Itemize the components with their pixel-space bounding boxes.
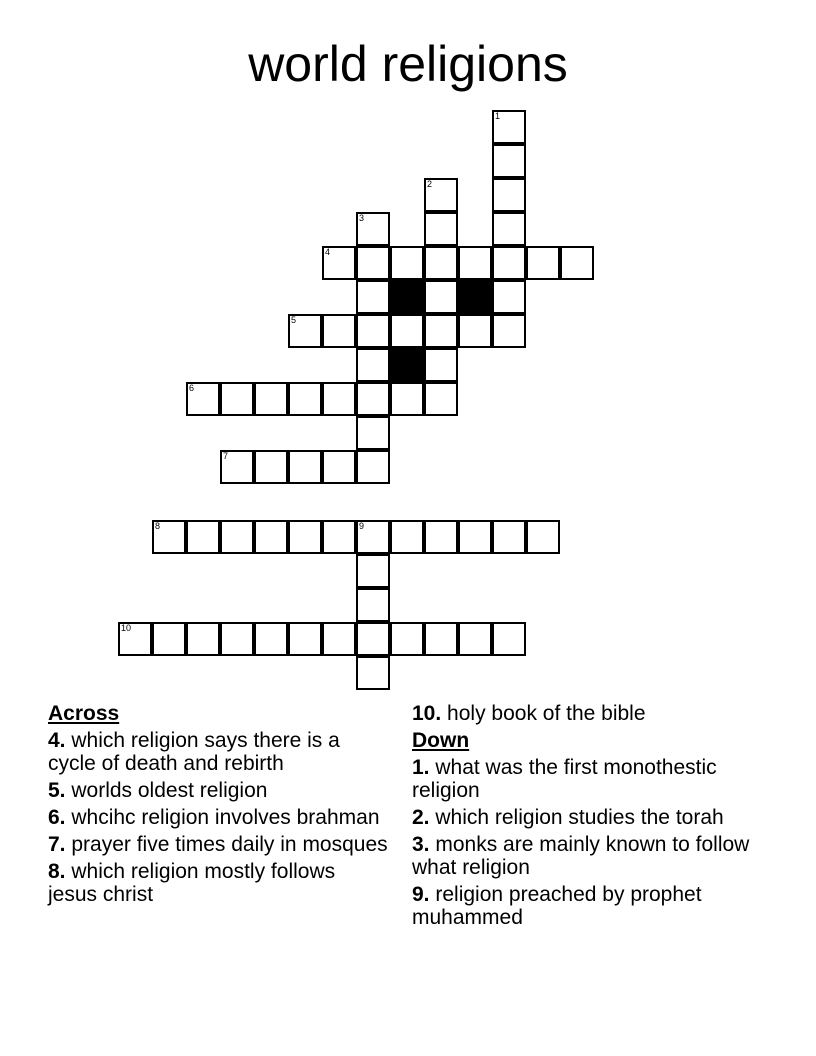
clue-number: 3 — [359, 213, 365, 223]
grid-cell[interactable] — [322, 520, 356, 554]
grid-cell[interactable] — [288, 520, 322, 554]
grid-cell[interactable] — [356, 212, 390, 246]
clue-across-5: 5. worlds oldest religion — [48, 779, 268, 802]
clue-across-7: 7. prayer five times daily in mosques — [48, 833, 388, 856]
grid-cell[interactable] — [492, 314, 526, 348]
grid-cell[interactable] — [492, 520, 526, 554]
clue-across-8: 8. which religion mostly follows jesus christ — [48, 860, 336, 906]
grid-cell[interactable] — [458, 246, 492, 280]
grid-cell[interactable] — [458, 314, 492, 348]
grid-cell[interactable] — [492, 280, 526, 314]
grid-cell[interactable] — [560, 246, 594, 280]
grid-cell[interactable] — [492, 622, 526, 656]
grid-cell[interactable] — [424, 178, 458, 212]
grid-cell[interactable] — [220, 520, 254, 554]
grid-cell[interactable] — [322, 382, 356, 416]
grid-cell[interactable] — [254, 382, 288, 416]
clue-across-10: 10. holy book of the bible — [412, 702, 646, 725]
grid-cell[interactable] — [356, 314, 390, 348]
grid-cell[interactable] — [526, 246, 560, 280]
grid-cell[interactable] — [118, 622, 152, 656]
grid-cell[interactable] — [356, 554, 390, 588]
grid-cell[interactable] — [390, 622, 424, 656]
grid-cell[interactable] — [254, 450, 288, 484]
grid-cell[interactable] — [288, 450, 322, 484]
clues-column-right — [412, 702, 752, 933]
grid-cell[interactable] — [152, 520, 186, 554]
grid-cell[interactable] — [458, 520, 492, 554]
grid-cell[interactable] — [356, 656, 390, 690]
clue-number: 8 — [155, 521, 161, 531]
across-header: Across — [48, 702, 120, 725]
grid-cell[interactable] — [186, 520, 220, 554]
grid-cell[interactable] — [424, 520, 458, 554]
grid-cell[interactable] — [356, 520, 390, 554]
grid-block-cell — [458, 280, 492, 314]
grid-cell[interactable] — [288, 382, 322, 416]
clue-number: 2 — [427, 179, 433, 189]
grid-cell[interactable] — [186, 382, 220, 416]
clue-across-6: 6. whcihc religion involves brahman — [48, 806, 380, 829]
grid-cell[interactable] — [424, 314, 458, 348]
grid-cell[interactable] — [220, 382, 254, 416]
grid-cell[interactable] — [322, 314, 356, 348]
clue-down-2: 2. which religion studies the torah — [412, 806, 724, 829]
grid-cell[interactable] — [390, 382, 424, 416]
grid-cell[interactable] — [152, 622, 186, 656]
clue-number: 10 — [121, 623, 132, 633]
grid-cell[interactable] — [390, 246, 424, 280]
grid-cell[interactable] — [356, 246, 390, 280]
grid-cell[interactable] — [356, 588, 390, 622]
grid-cell[interactable] — [356, 382, 390, 416]
grid-cell[interactable] — [424, 348, 458, 382]
grid-cell[interactable] — [492, 110, 526, 144]
grid-cell[interactable] — [390, 314, 424, 348]
clue-number: 5 — [291, 315, 297, 325]
grid-cell[interactable] — [322, 450, 356, 484]
grid-cell[interactable] — [424, 280, 458, 314]
grid-cell[interactable] — [220, 450, 254, 484]
grid-cell[interactable] — [186, 622, 220, 656]
down-header: Down — [412, 729, 470, 752]
grid-cell[interactable] — [424, 212, 458, 246]
grid-cell[interactable] — [492, 178, 526, 212]
grid-cell[interactable] — [322, 246, 356, 280]
grid-block-cell — [390, 280, 424, 314]
grid-cell[interactable] — [424, 382, 458, 416]
grid-cell[interactable] — [254, 622, 288, 656]
clues-column-left — [48, 702, 388, 910]
clue-number: 4 — [325, 247, 331, 257]
clue-number: 1 — [495, 111, 501, 121]
grid-cell[interactable] — [288, 622, 322, 656]
grid-cell[interactable] — [356, 622, 390, 656]
grid-cell[interactable] — [356, 348, 390, 382]
grid-cell[interactable] — [390, 520, 424, 554]
grid-cell[interactable] — [356, 280, 390, 314]
grid-block-cell — [390, 348, 424, 382]
grid-cell[interactable] — [322, 622, 356, 656]
grid-cell[interactable] — [424, 622, 458, 656]
clue-number: 6 — [189, 383, 195, 393]
clue-number: 9 — [359, 521, 365, 531]
grid-cell[interactable] — [458, 622, 492, 656]
clue-down-1: 1. what was the first monothestic religion — [412, 756, 717, 802]
grid-cell[interactable] — [492, 212, 526, 246]
clue-down-9: 9. religion preached by prophet muhammed — [412, 883, 702, 929]
grid-cell[interactable] — [526, 520, 560, 554]
clue-across-4: 4. which religion says there is a cycle of death and rebirth — [48, 729, 340, 775]
clue-down-3: 3. monks are mainly known to follow what religion — [412, 833, 750, 879]
grid-cell[interactable] — [424, 246, 458, 280]
puzzle-title: world religions — [248, 36, 568, 92]
grid-cell[interactable] — [492, 246, 526, 280]
grid-cell[interactable] — [356, 416, 390, 450]
grid-cell[interactable] — [288, 314, 322, 348]
grid-cell[interactable] — [356, 450, 390, 484]
grid-cell[interactable] — [492, 144, 526, 178]
clue-number: 7 — [223, 451, 229, 461]
grid-cell[interactable] — [254, 520, 288, 554]
grid-cell[interactable] — [220, 622, 254, 656]
